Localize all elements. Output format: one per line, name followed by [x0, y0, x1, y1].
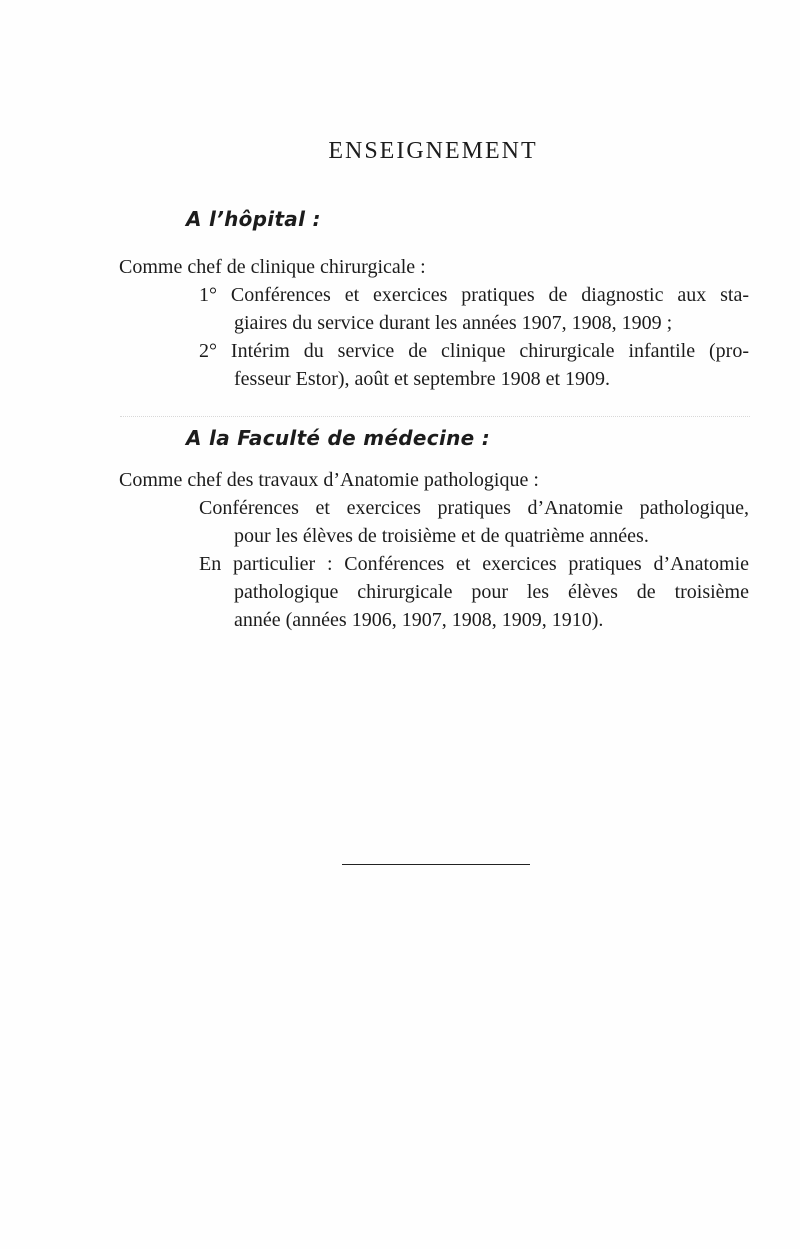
- section-intro: Comme chef de clinique chirurgicale :: [119, 256, 426, 278]
- list-item-line: En particulier : Conférences et exercices pratiques d’Anatomie: [199, 553, 749, 575]
- list-item-line: 1° Conférences et exercices pratiques de diagnostic aux sta-: [199, 284, 749, 306]
- list-item-line: fesseur Estor), août et septembre 1908 et 1909.: [234, 368, 611, 390]
- list-item-line: giaires du service durant les années 1907, 1908, 1909 ;: [234, 312, 673, 334]
- section-heading-hopital: A l’hôpital :: [186, 207, 321, 231]
- list-item-line: 2° Intérim du service de clinique chirurgicale infantile (pro-: [199, 340, 749, 362]
- faint-divider: [120, 416, 750, 417]
- list-item-line: année (années 1906, 1907, 1908, 1909, 1910).: [234, 609, 604, 631]
- closing-rule: [342, 864, 530, 865]
- list-item-line: pathologique chirurgicale pour les élèves de troisième: [234, 581, 749, 603]
- page-title: ENSEIGNEMENT: [328, 138, 538, 164]
- list-item-line: pour les élèves de troisième et de quatrième années.: [234, 525, 649, 547]
- list-item-line: Conférences et exercices pratiques d’Anatomie pathologique,: [199, 497, 749, 519]
- section-intro: Comme chef des travaux d’Anatomie pathologique :: [119, 469, 539, 491]
- section-heading-faculte: A la Faculté de médecine :: [186, 426, 491, 450]
